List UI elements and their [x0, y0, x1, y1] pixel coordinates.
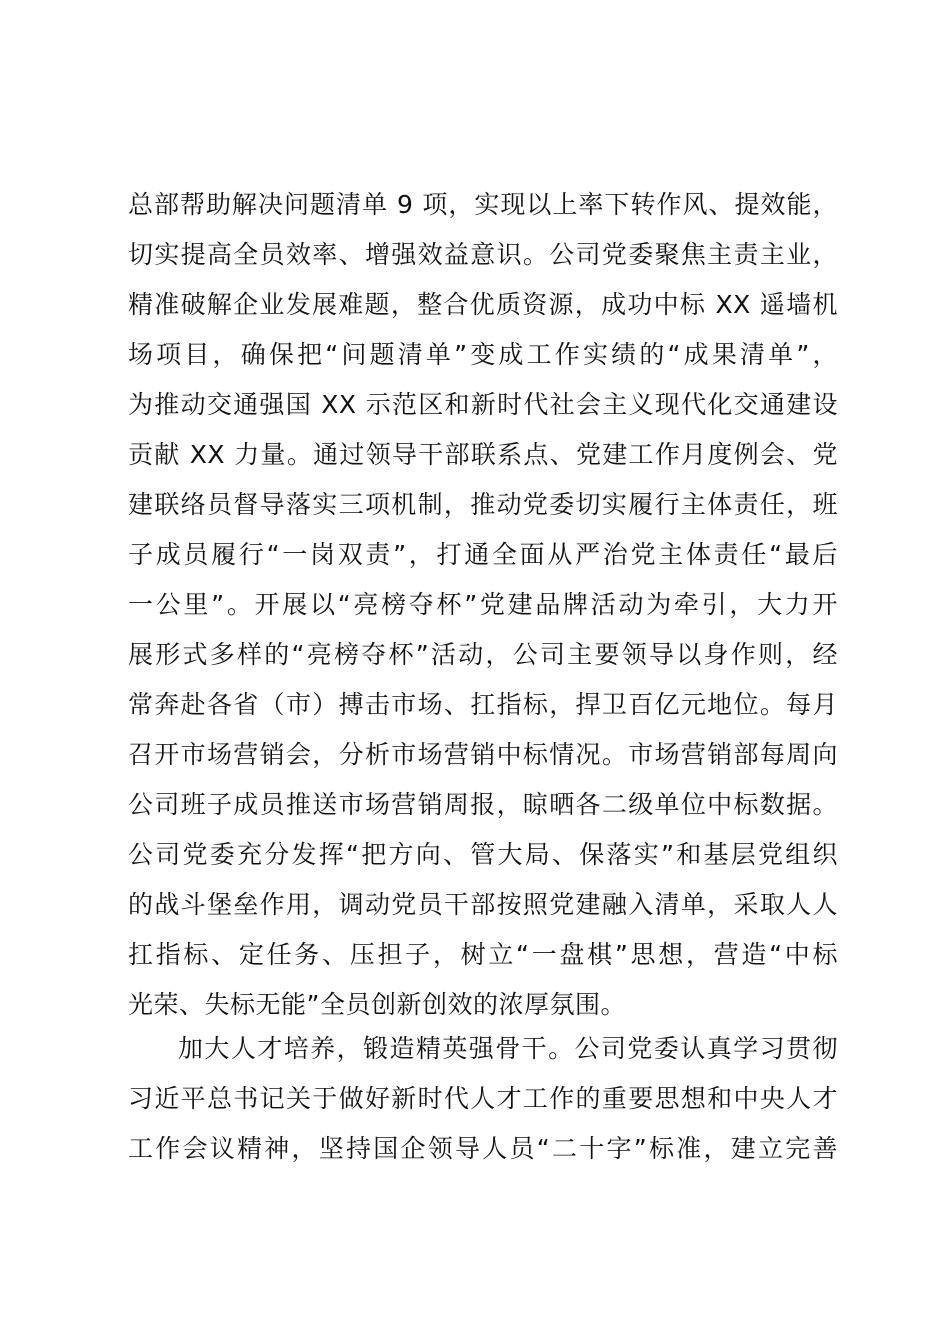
text-line: 场项目，确保把“问题清单”变成工作实绩的“成果清单”，	[128, 340, 838, 369]
text-line: 建联络员督导落实三项机制，推动党委切实履行主体责任，班	[128, 490, 838, 519]
text-line: 精准破解企业发展难题，整合优质资源，成功中标 XX 遥墙机	[128, 290, 838, 319]
text-line: 展形式多样的“亮榜夺杯”活动，公司主要领导以身作则，经	[128, 640, 838, 669]
text-line: 加大人才培养，锻造精英强骨干。公司党委认真学习贯彻	[178, 1034, 838, 1063]
text-line: 公司班子成员推送市场营销周报，晾晒各二级单位中标数据。	[128, 790, 838, 819]
text-line: 光荣、失标无能”全员创新创效的浓厚氛围。	[128, 990, 626, 1019]
text-line: 的战斗堡垒作用，调动党员干部按照党建融入清单，采取人人	[128, 890, 838, 919]
text-line: 贡献 XX 力量。通过领导干部联系点、党建工作月度例会、党	[128, 440, 838, 469]
paragraph-1	[128, 180, 838, 1030]
text-line: 子成员履行“一岗双责”，打通全面从严治党主体责任“最后	[128, 540, 838, 569]
text-line: 常奔赴各省（市）搏击市场、扛指标，捍卫百亿元地位。每月	[128, 690, 838, 719]
text-line: 公司党委充分发挥“把方向、管大局、保落实”和基层党组织	[128, 840, 838, 869]
text-line: 一公里”。开展以“亮榜夺杯”党建品牌活动为牵引，大力开	[128, 590, 838, 619]
text-line: 工作会议精神，坚持国企领导人员“二十字”标准，建立完善	[128, 1134, 838, 1163]
paragraph-2	[128, 1024, 838, 1174]
text-line: 习近平总书记关于做好新时代人才工作的重要思想和中央人才	[128, 1084, 838, 1113]
text-line: 总部帮助解决问题清单 9 项，实现以上率下转作风、提效能，	[128, 190, 838, 219]
text-line: 扛指标、定任务、压担子，树立“一盘棋”思想，营造“中标	[128, 940, 838, 969]
text-line: 召开市场营销会，分析市场营销中标情况。市场营销部每周向	[128, 740, 838, 769]
text-line: 为推动交通强国 XX 示范区和新时代社会主义现代化交通建设	[128, 390, 838, 419]
text-line: 切实提高全员效率、增强效益意识。公司党委聚焦主责主业，	[128, 240, 838, 269]
